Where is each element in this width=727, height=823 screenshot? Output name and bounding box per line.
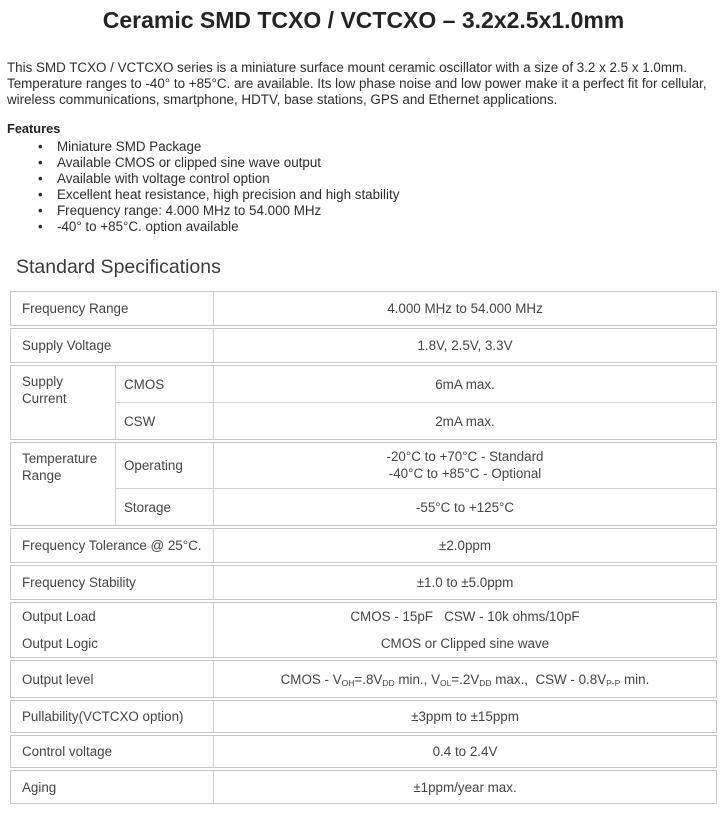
spec-label: Aging: [11, 771, 214, 803]
spec-group-temperature-range: [10, 442, 717, 526]
spec-group-label: Temperature Range: [11, 443, 116, 525]
spec-label: Supply Voltage: [11, 329, 214, 362]
spec-row-control-voltage: [10, 735, 717, 768]
spec-group-supply-current: [10, 365, 717, 440]
spec-row-supply-current-csw: [116, 403, 716, 439]
feature-text: Available with voltage control option: [57, 170, 270, 186]
spec-row-frequency-tolerance: [10, 528, 717, 563]
spec-value: [214, 443, 716, 488]
spec-row-pullability: [10, 700, 717, 733]
feature-text: -40° to +85°C. option available: [57, 219, 239, 235]
spec-row-temp-storage: [116, 489, 716, 525]
spec-value: 6mA max.: [435, 376, 495, 392]
spec-row-output-load: [11, 603, 716, 630]
spec-value-line: -40°C to +85°C - Optional: [388, 465, 542, 481]
spec-group-label: Supply Current: [11, 366, 116, 439]
spec-sublabel: Operating: [116, 443, 214, 488]
spec-value: 4.000 MHz to 54.000 MHz: [387, 301, 543, 317]
spec-value: [214, 661, 716, 697]
bullet-icon: •: [38, 154, 43, 170]
spec-value: CMOS or Clipped sine wave: [380, 636, 550, 652]
spec-table: [10, 291, 717, 804]
spec-row-supply-voltage: [10, 328, 717, 363]
features-list: [0, 139, 727, 236]
feature-text: Frequency range: 4.000 MHz to 54.000 MHz: [57, 202, 322, 218]
spec-sublabel: CSW: [116, 403, 214, 439]
spec-row-temp-operating: [116, 443, 716, 489]
spec-value-line: -20°C to +70°C - Standard: [386, 449, 544, 465]
spec-value: -55°C to +125°C: [415, 499, 515, 515]
spec-sublabel: CMOS: [116, 366, 214, 402]
list-item: [38, 219, 727, 235]
spec-label: Output level: [11, 661, 214, 697]
spec-label: Pullability(VCTCXO option): [11, 701, 214, 732]
spec-group-output: [10, 602, 717, 658]
feature-text: Excellent heat resistance, high precision and high stability: [57, 186, 400, 202]
spec-value: ±1ppm/year max.: [413, 779, 517, 795]
spec-value-richtext: CMOS - $V_{OH}=.8V_{DD}$ min., $V_{OL}=.2V_{DD}$ max., CSW - $0.8V_{P-P}$ min.: [280, 671, 650, 688]
spec-value: CMOS - 15pF CSW - 10k ohms/10pF: [350, 609, 580, 625]
intro-paragraph: This SMD TCXO / VCTCXO series is a miniature surface mount ceramic oscillator with a size of 3.2 x 2.5 x 1.0mm. Temperature ranges to -40° to +85°C. are available. Its low phase noise and low power make it a perfect fit for cellular, wireless communications, smartphone, HDTV, base stations, GPS and Ethernet applications.: [7, 60, 707, 108]
list-item: [38, 187, 727, 203]
spec-value: 1.8V, 2.5V, 3.3V: [417, 338, 513, 354]
bullet-icon: •: [38, 138, 43, 154]
features-heading: Features: [7, 120, 61, 136]
spec-value: ±2.0ppm: [438, 538, 491, 554]
bullet-icon: •: [38, 202, 43, 218]
bullet-icon: •: [38, 219, 43, 235]
spec-row-output-logic: [11, 630, 716, 657]
list-item: [38, 139, 727, 155]
spec-label: Frequency Stability: [11, 566, 214, 599]
spec-sublabel: Storage: [116, 489, 214, 525]
spec-row-frequency-stability: [10, 565, 717, 600]
spec-label: Output Logic: [11, 630, 214, 657]
list-item: [38, 155, 727, 171]
spec-value: ±1.0 to ±5.0ppm: [416, 575, 514, 591]
spec-label: Output Load: [11, 603, 214, 630]
list-item: [38, 203, 727, 219]
spec-value: 0.4 to 2.4V: [432, 744, 498, 760]
spec-row-aging: [10, 770, 717, 804]
list-item: [38, 171, 727, 187]
spec-label: Frequency Tolerance @ 25°C.: [11, 529, 214, 562]
bullet-icon: •: [38, 186, 43, 202]
spec-row-output-level: [10, 660, 717, 698]
bullet-icon: •: [38, 170, 43, 186]
spec-row-frequency-range: [10, 291, 717, 326]
spec-label: Frequency Range: [11, 292, 214, 325]
spec-value: ±3ppm to ±15ppm: [411, 709, 519, 725]
spec-value: 2mA max.: [435, 413, 495, 429]
spec-row-supply-current-cmos: [116, 366, 716, 403]
feature-text: Available CMOS or clipped sine wave output: [57, 154, 321, 170]
page-title: Ceramic SMD TCXO / VCTCXO – 3.2x2.5x1.0mm: [102, 7, 625, 33]
specs-heading: Standard Specifications: [16, 256, 221, 279]
feature-text: Miniature SMD Package: [57, 138, 202, 154]
spec-label: Control voltage: [11, 736, 214, 767]
